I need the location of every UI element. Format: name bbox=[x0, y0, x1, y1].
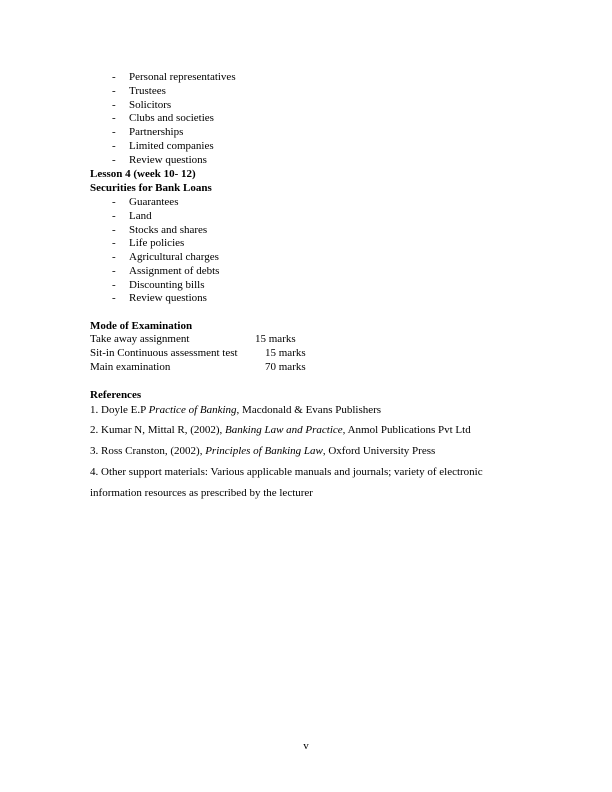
list-item: - Review questions bbox=[112, 292, 207, 305]
exam-row: Take away assignment 15 marks bbox=[90, 333, 296, 345]
references-heading: References bbox=[90, 389, 142, 401]
reference-item: 1. Doyle E.P Practice of Banking, Macdonald & Evans Publishers bbox=[90, 404, 382, 416]
list-item: - Life policies bbox=[112, 237, 185, 250]
list-item: - Stocks and shares bbox=[112, 223, 208, 236]
exam-table bbox=[90, 333, 390, 374]
reference-item: 2. Kumar N, Mittal R, (2002), Banking Law and Practice, Anmol Publications Pvt Ltd bbox=[90, 424, 471, 436]
section-heading: Securities for Bank Loans bbox=[90, 182, 212, 194]
exam-row: Main examination 70 marks bbox=[90, 360, 306, 373]
list-item: - Review questions bbox=[112, 153, 207, 166]
bullet-list-parties bbox=[112, 71, 236, 167]
exam-heading: Mode of Examination bbox=[90, 320, 193, 332]
reference-item-continuation: information resources as prescribed by the lecturer bbox=[90, 487, 313, 499]
list-item: - Clubs and societies bbox=[112, 112, 214, 125]
exam-row: Sit-in Continuous assessment test 15 marks bbox=[90, 346, 306, 359]
list-item: - Partnerships bbox=[112, 126, 184, 138]
list-item: - Trustees bbox=[112, 84, 166, 97]
list-item: - Assignment of debts bbox=[112, 264, 220, 277]
list-item: - Solicitors bbox=[112, 98, 172, 111]
list-item: - Limited companies bbox=[112, 139, 214, 152]
list-item: - Land bbox=[112, 209, 152, 222]
page-number: v bbox=[303, 740, 309, 752]
list-item: - Personal representatives bbox=[112, 71, 236, 83]
list-item: - Discounting bills bbox=[112, 278, 205, 291]
bullet-list-securities bbox=[112, 196, 219, 306]
lesson-heading: Lesson 4 (week 10- 12) bbox=[90, 168, 196, 180]
reference-item: 4. Other support materials: Various applicable manuals and journals; variety of electronic bbox=[90, 466, 483, 478]
list-item: - Guarantees bbox=[112, 196, 179, 208]
list-item: - Agricultural charges bbox=[112, 251, 219, 263]
reference-item: 3. Ross Cranston, (2002), Principles of Banking Law, Oxford University Press bbox=[90, 445, 436, 457]
